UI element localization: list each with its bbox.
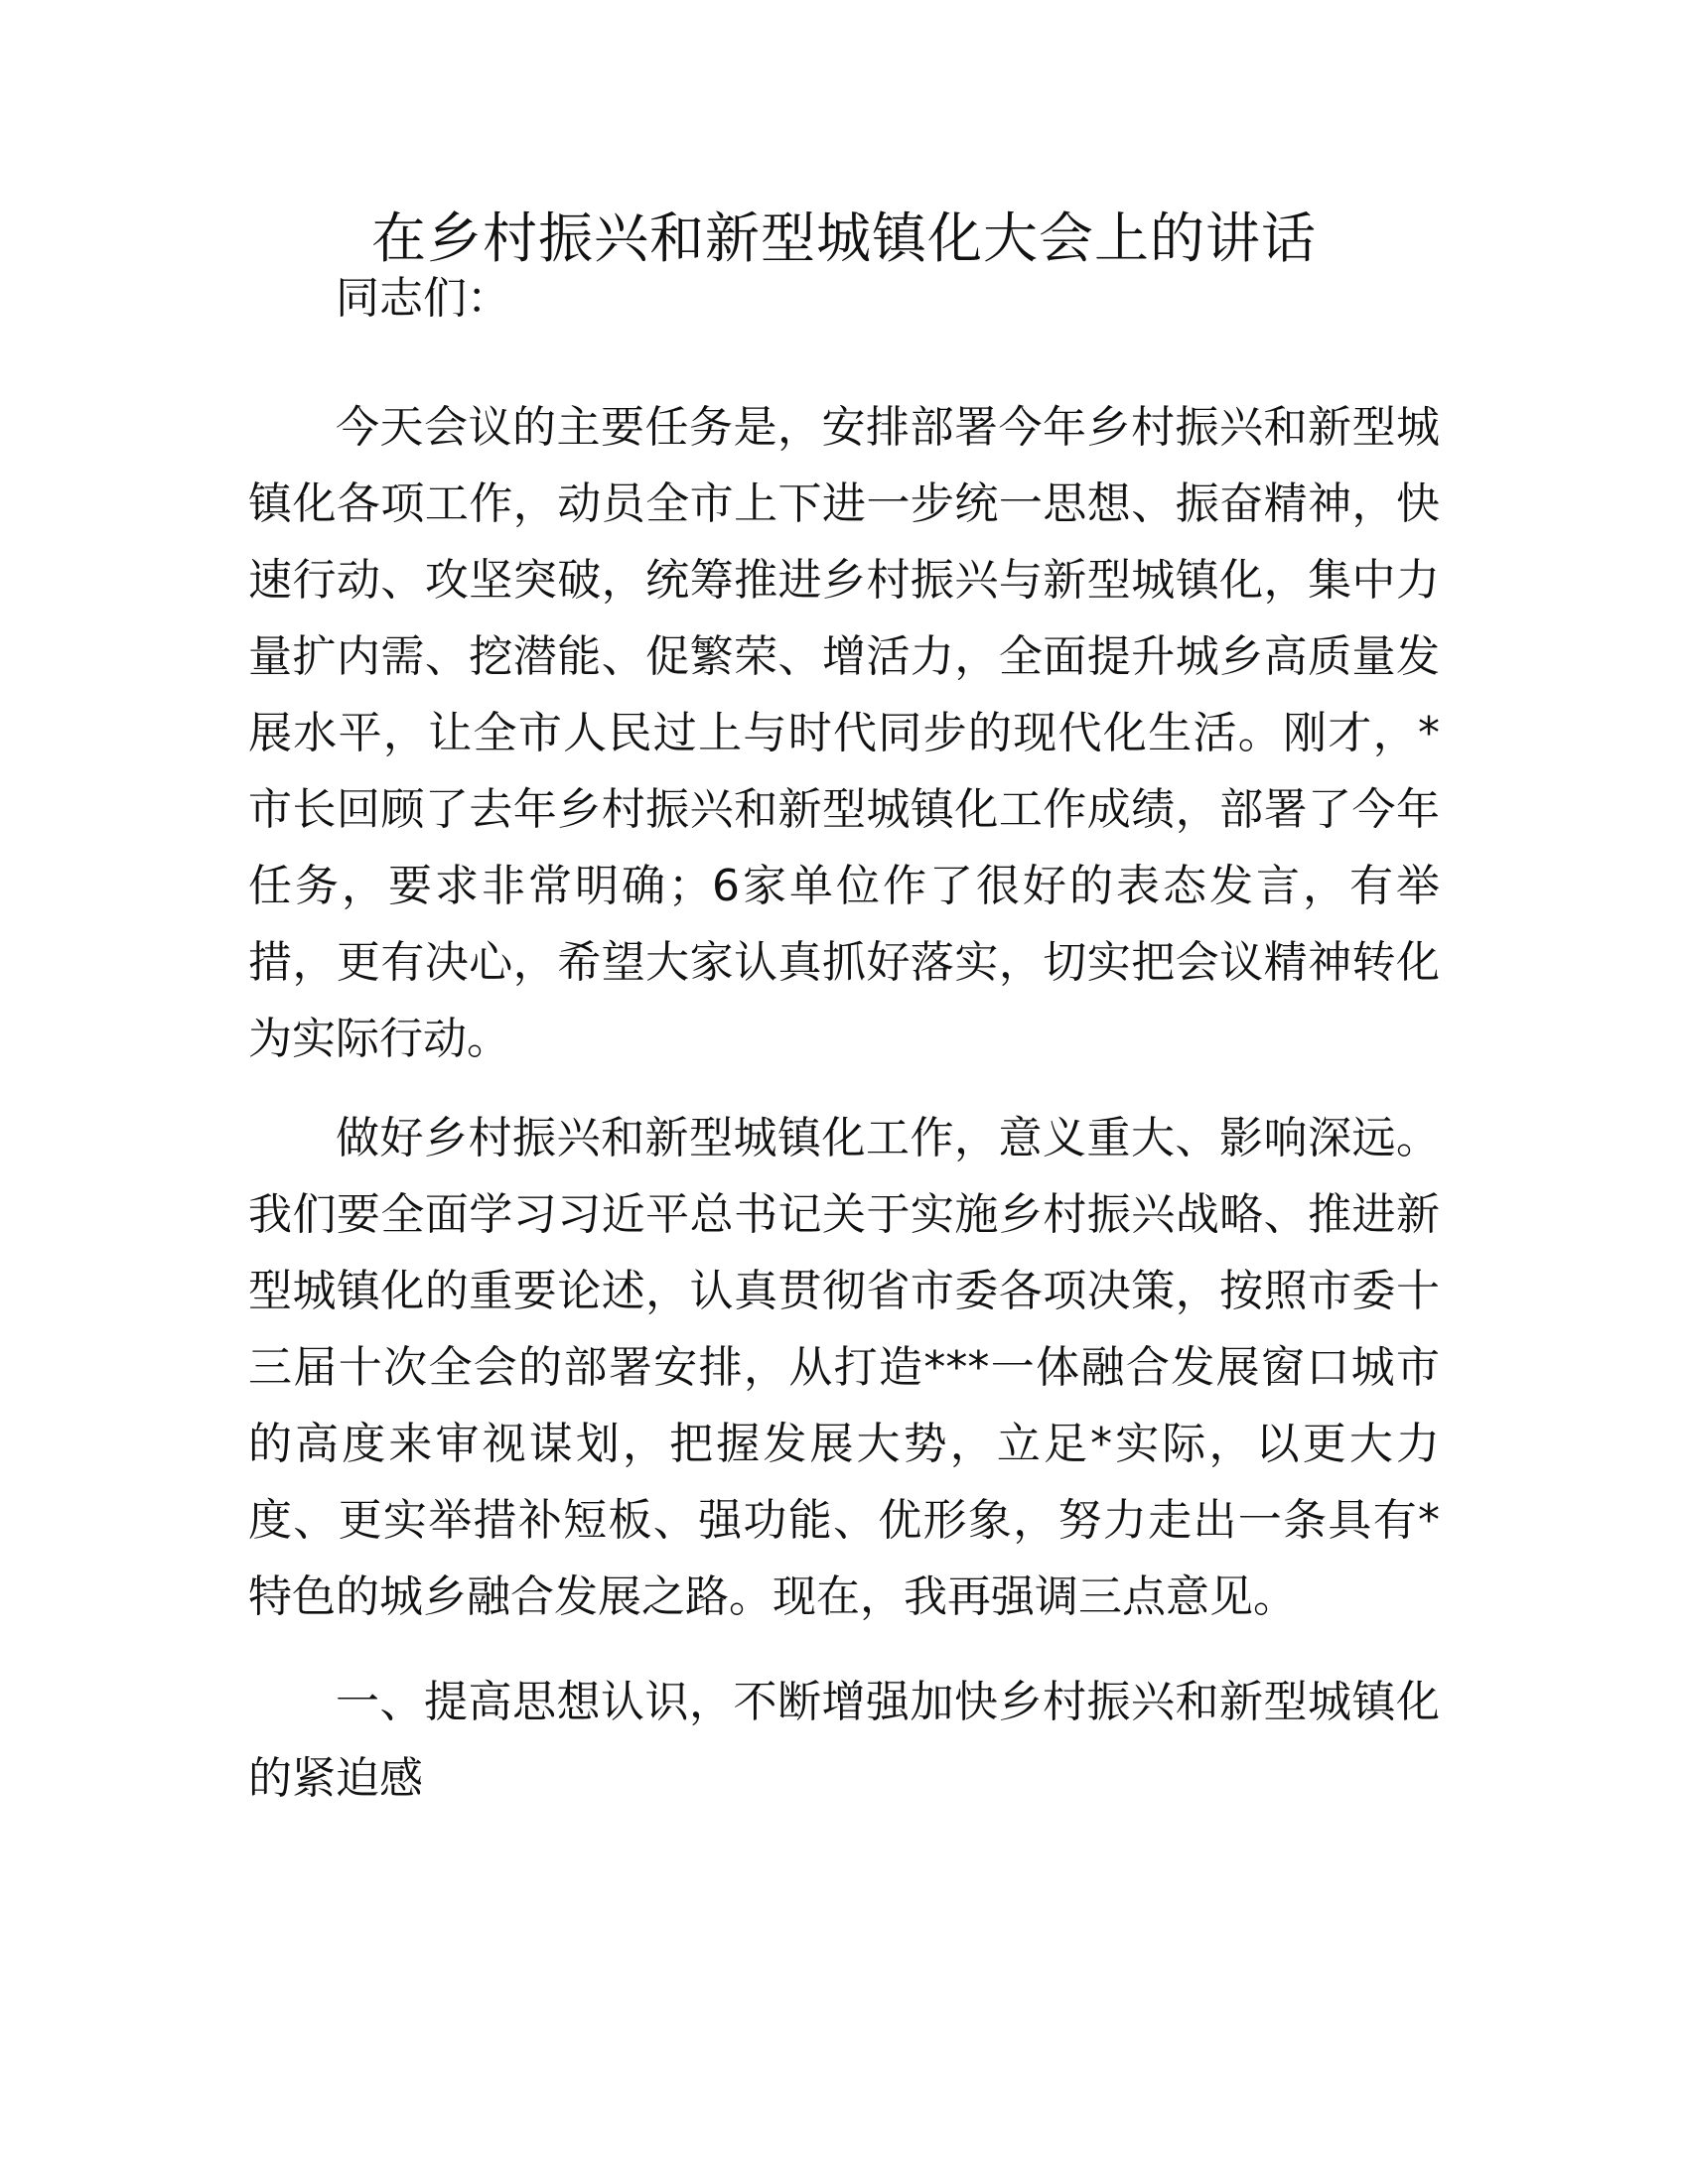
salutation: 同志们： xyxy=(336,273,510,324)
document-title: 在乡村振兴和新型城镇化大会上的讲话 xyxy=(370,206,1317,270)
paragraph-significance: 做好乡村振兴和新型城镇化工作，意义重大、影响深远。我们要全面学习习近平总书记关于实施乡村振兴战略、推进新型城镇化的重要论述，认真贯彻省市委各项决策，按照市委十三届十次全会的部署安排，从打造***一体融合发展窗口城市的高度来审视谋划，把握发展大势，立足*实际，以更大力度、更实举措补短板、强功能、优形象，努力走出一条具有*特色的城乡融合发展之路。现在，我再强调三点意见。 xyxy=(248,1113,1440,1622)
section-heading-one: 一、提高思想认识，不断增强加快乡村振兴和新型城镇化的紧迫感 xyxy=(248,1677,1440,1804)
paragraph-opening: 今天会议的主要任务是，安排部署今年乡村振兴和新型城镇化各项工作，动员全市上下进一步统一思想、振奋精神，快速行动、攻坚突破，统筹推进乡村振兴与新型城镇化，集中力量扩内需、挖潜能、促繁荣、增活力，全面提升城乡高质量发展水平，让全市人民过上与时代同步的现代化生活。刚才，*市长回顾了去年乡村振兴和新型城镇化工作成绩，部署了今年任务，要求非常明确；6家单位作了很好的表态发言，有举措，更有决心，希望大家认真抓好落实，切实把会议精神转化为实际行动。 xyxy=(248,402,1440,1064)
